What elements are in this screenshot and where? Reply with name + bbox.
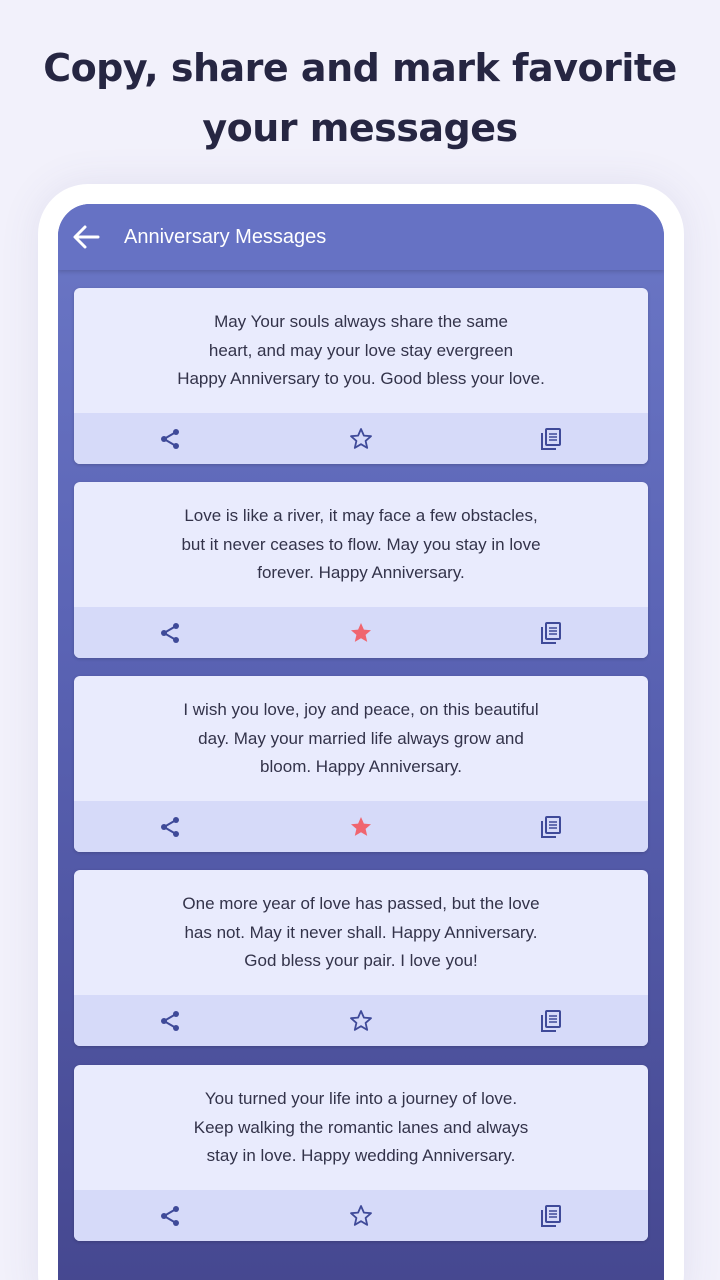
copy-icon[interactable] <box>538 814 564 840</box>
message-line: You turned your life into a journey of love. <box>204 1089 518 1108</box>
star-outline-icon[interactable] <box>348 426 374 452</box>
copy-icon[interactable] <box>538 1008 564 1034</box>
message-line: God bless your pair. I love you! <box>244 951 478 970</box>
share-icon[interactable] <box>157 1203 183 1229</box>
message-card <box>74 288 648 464</box>
message-line: Love is like a river, it may face a few obstacles, <box>184 506 538 525</box>
message-text <box>74 502 648 588</box>
copy-icon[interactable] <box>538 620 564 646</box>
message-line: I wish you love, joy and peace, on this beautiful <box>183 700 539 719</box>
message-actions <box>74 801 648 852</box>
message-text <box>74 696 648 782</box>
message-actions <box>74 413 648 464</box>
headline-line-1: Copy, share and mark favorite <box>43 46 677 90</box>
copy-icon[interactable] <box>538 426 564 452</box>
share-icon[interactable] <box>157 426 183 452</box>
message-line: Happy Anniversary to you. Good bless your love. <box>177 369 545 388</box>
message-line: forever. Happy Anniversary. <box>257 563 465 582</box>
message-line: One more year of love has passed, but the love <box>182 894 540 913</box>
message-text <box>74 308 648 394</box>
message-line: but it never ceases to flow. May you stay in love <box>181 534 541 554</box>
app-bar <box>58 204 664 270</box>
message-card <box>74 870 648 1046</box>
message-card <box>74 676 648 852</box>
arrow-left-icon[interactable] <box>72 224 100 250</box>
share-icon[interactable] <box>157 620 183 646</box>
message-line: heart, and may your love stay evergreen <box>208 340 514 360</box>
message-actions <box>74 995 648 1046</box>
message-line: Keep walking the romantic lanes and always <box>193 1117 529 1137</box>
star-filled-icon[interactable] <box>348 620 374 646</box>
message-line: May Your souls always share the same <box>214 312 508 331</box>
message-line: stay in love. Happy wedding Anniversary. <box>206 1146 516 1165</box>
share-icon[interactable] <box>157 814 183 840</box>
message-card <box>74 482 648 658</box>
message-actions <box>74 1190 648 1241</box>
message-line: has not. May it never shall. Happy Anniversary. <box>184 922 538 942</box>
star-outline-icon[interactable] <box>348 1203 374 1229</box>
page-title: Anniversary Messages <box>124 226 327 248</box>
message-line: bloom. Happy Anniversary. <box>260 757 462 776</box>
star-outline-icon[interactable] <box>348 1008 374 1034</box>
message-line: day. May your married life always grow and <box>198 728 524 748</box>
message-card <box>74 1065 648 1241</box>
headline <box>0 38 720 158</box>
app-screen <box>58 204 664 1280</box>
headline-line-2: your messages <box>202 106 518 150</box>
message-actions <box>74 607 648 658</box>
copy-icon[interactable] <box>538 1203 564 1229</box>
message-text <box>74 890 648 976</box>
star-filled-icon[interactable] <box>348 814 374 840</box>
message-text <box>74 1085 648 1171</box>
share-icon[interactable] <box>157 1008 183 1034</box>
